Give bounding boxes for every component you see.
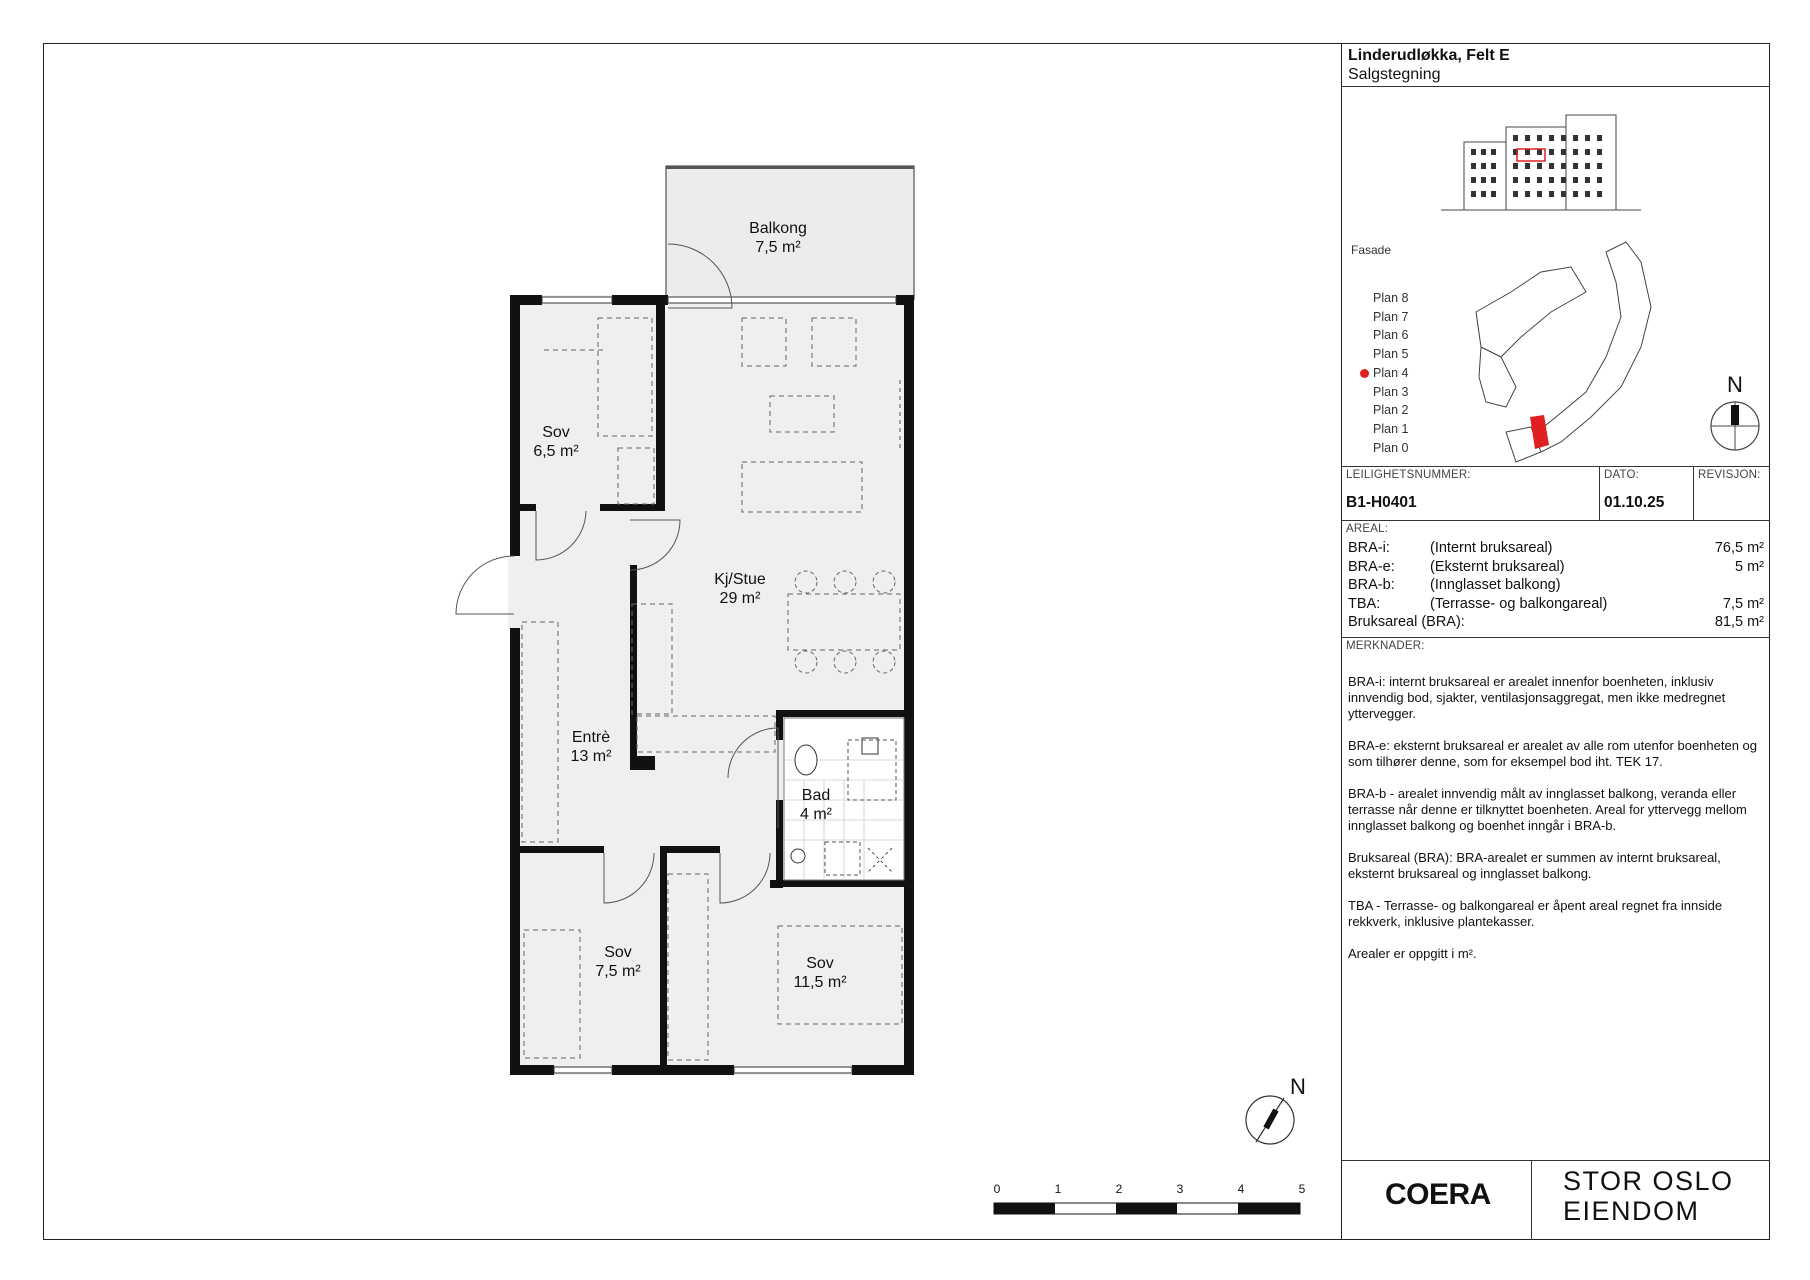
areal-row — [1348, 577, 1764, 596]
plan-item[interactable]: Plan 2 — [1373, 403, 1409, 418]
plan-item[interactable]: Plan 5 — [1373, 347, 1409, 362]
key-north-label: N — [1727, 372, 1743, 397]
room-sov2-name: Sov — [604, 944, 632, 961]
areal-key: TBA: — [1348, 595, 1381, 612]
areal-heading: AREAL: — [1346, 523, 1389, 535]
storoslo-logo — [1563, 1166, 1734, 1226]
toilet-icon — [795, 745, 817, 775]
room-kjstue-name: Kj/Stue — [714, 571, 766, 588]
note-paragraph: BRA-i: internt bruksareal er arealet innenfor boenheten, inklusiv innvendig bod, sjakter, ventilasjonsaggregat, men ikke medregnet yttervegger. — [1348, 674, 1726, 722]
note-paragraph: TBA - Terrasse- og balkongareal er åpent areal regnet fra innside rekkverk, inklusive plantekasser. — [1348, 898, 1723, 930]
project-header — [1348, 46, 1510, 84]
room-bad-name: Bad — [801, 787, 831, 804]
divider — [1531, 1160, 1532, 1240]
entrance-opening — [508, 556, 522, 628]
areal-desc: (Internt bruksareal) — [1430, 540, 1553, 556]
areal-value: 7,5 m² — [1722, 595, 1764, 612]
site-plan — [1476, 242, 1651, 462]
divider — [1341, 637, 1770, 638]
room-balkong-name: Balkong — [749, 220, 807, 237]
unit-number-label: LEILIGHETSNUMMER: — [1346, 469, 1471, 481]
plan-item-active[interactable] — [1373, 364, 1408, 383]
areal-row — [1348, 559, 1764, 578]
date-label: DATO: — [1604, 469, 1640, 481]
north-arrow — [1246, 1074, 1306, 1144]
active-plan-dot — [1360, 369, 1369, 378]
room-bad-area: 4 m² — [800, 806, 832, 823]
areal-table — [1348, 540, 1764, 633]
project-subtitle: Salgstegning — [1348, 66, 1441, 83]
note-paragraph: Arealer er oppgitt i m². — [1348, 945, 1477, 961]
plan-item[interactable]: Plan 0 — [1373, 440, 1409, 455]
areal-key: BRA-b: — [1348, 577, 1395, 593]
areal-desc: (Eksternt bruksareal) — [1430, 558, 1565, 575]
floor-fill — [510, 295, 914, 1075]
scale-tick-2: 2 — [1115, 1182, 1123, 1196]
room-sov3-name: Sov — [806, 955, 834, 972]
areal-key: Bruksareal (BRA): — [1348, 614, 1465, 630]
merknader-heading: MERKNADER: — [1346, 640, 1425, 652]
north-label: N — [1290, 1074, 1306, 1099]
key-north-arrow — [1711, 372, 1759, 450]
scale-tick-0: 0 — [993, 1182, 1001, 1196]
plan-item[interactable]: Plan 1 — [1373, 421, 1409, 436]
plan-item[interactable]: Plan 6 — [1373, 328, 1409, 343]
areal-row — [1348, 596, 1764, 615]
divider — [1341, 466, 1770, 467]
note-paragraph: BRA-b - arealet innvendig målt av innglasset balkong, veranda eller terrasse når denne er tilknyttet boenheten. Areal for yttervegg mellom innglasset balkong og boenhet inngår i BRA-b. — [1348, 786, 1747, 834]
floor-drain-icon — [791, 849, 805, 863]
areal-desc: (Innglasset balkong) — [1430, 577, 1561, 593]
room-entre-area: 13 m² — [570, 748, 612, 765]
divider — [1693, 466, 1694, 520]
areal-value: 81,5 m² — [1714, 614, 1764, 630]
areal-key: BRA-i: — [1348, 540, 1390, 556]
room-sov1-name: Sov — [542, 424, 570, 441]
room-sov2-area: 7,5 m² — [595, 963, 641, 980]
plan-item[interactable]: Plan 8 — [1373, 291, 1409, 305]
plan-list — [1373, 289, 1408, 457]
room-sov1-area: 6,5 m² — [533, 443, 579, 460]
room-entre-name: Entrè — [571, 729, 611, 746]
room-sov3-area: 11,5 m² — [793, 974, 847, 991]
note-paragraph: BRA-e: eksternt bruksareal er arealet av alle rom utenfor boenheten og som tilhører denne, som for eksempel bod iht. TEK 17. — [1348, 738, 1758, 770]
areal-value: 76,5 m² — [1714, 540, 1764, 556]
project-title: Linderudløkka, Felt E — [1348, 47, 1510, 64]
facade-elevation — [1441, 115, 1641, 210]
room-kjstue-area: 29 m² — [719, 590, 761, 607]
scale-tick-3: 3 — [1176, 1182, 1184, 1196]
entrance-door-swing — [456, 556, 514, 614]
merknader-text — [1348, 674, 1768, 978]
scale-tick-5: 5 — [1298, 1182, 1306, 1196]
coera-logo: COERA — [1385, 1178, 1491, 1211]
active-plan-label: Plan 4 — [1373, 365, 1409, 380]
storoslo-logo-line1: STOR OSLO — [1563, 1166, 1734, 1196]
divider — [1599, 466, 1600, 520]
plan-item[interactable]: Plan 3 — [1373, 384, 1409, 399]
areal-row — [1348, 540, 1764, 559]
unit-number-value: B1-H0401 — [1346, 494, 1417, 511]
areal-row — [1348, 614, 1764, 633]
storoslo-logo-line2: EIENDOM — [1563, 1196, 1700, 1226]
divider — [1341, 520, 1770, 521]
divider — [1341, 1160, 1770, 1161]
scale-bar — [994, 1182, 1306, 1214]
plan-item[interactable]: Plan 7 — [1373, 309, 1409, 324]
scale-tick-1: 1 — [1054, 1182, 1062, 1196]
areal-value: 5 m² — [1735, 558, 1764, 575]
scale-tick-4: 4 — [1237, 1182, 1245, 1196]
date-value: 01.10.25 — [1604, 494, 1665, 511]
areal-key: BRA-e: — [1348, 558, 1395, 575]
balcony-rail — [666, 166, 914, 169]
areal-desc: (Terrasse- og balkongareal) — [1430, 595, 1608, 612]
note-paragraph: Bruksareal (BRA): BRA-arealet er summen av internt bruksareal, eksternt bruksareal og innglasset balkong. — [1348, 850, 1721, 882]
revision-label: REVISJON: — [1698, 469, 1761, 481]
room-balkong-area: 7,5 m² — [755, 239, 801, 256]
fasade-label: Fasade — [1351, 243, 1392, 257]
